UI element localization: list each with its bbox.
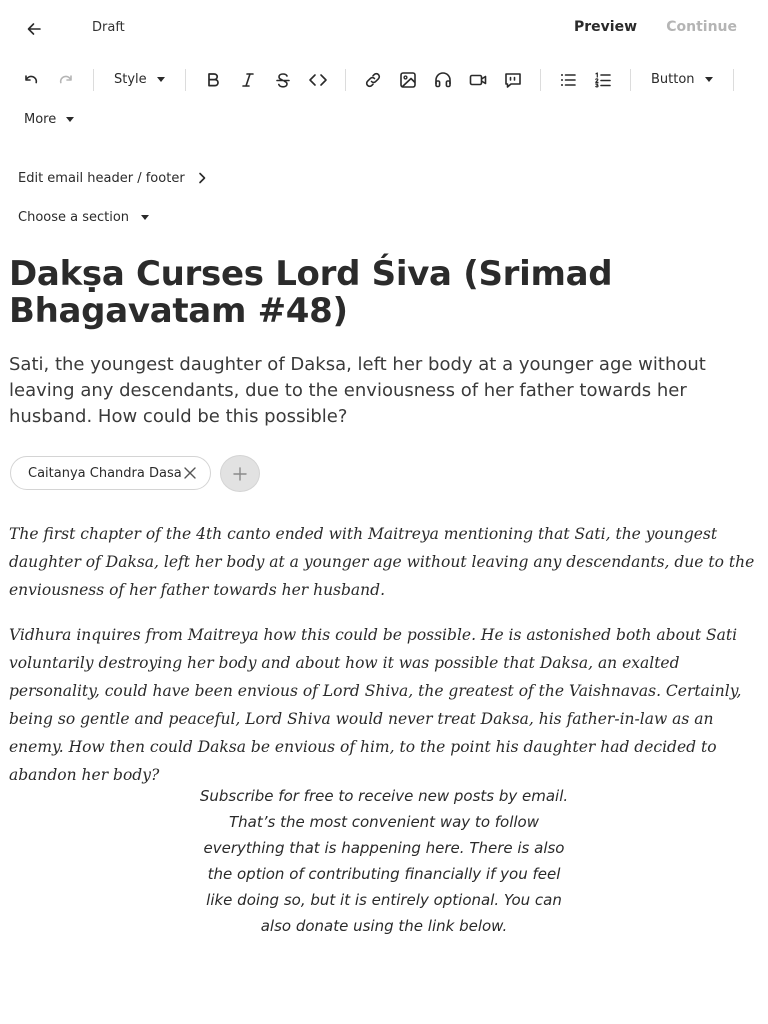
quote-bubble-icon [503,70,523,90]
more-dropdown[interactable] [24,112,74,127]
toolbar-divider [345,69,346,91]
body-paragraph[interactable]: Vidhura inquires from Maitreya how this could be possible. He is astonished both about Sati voluntarily destroying her body and about how it was possible that Daksa, an exalted personality, could have been envious of Lord Shiva, the greatest of the Vaishnavas. Certainly, being so gentle and peaceful, Lord Shiva would never treat Daksa, his father-in-law as an enemy. How then could Daksa be envious of him, to the point his daughter had decided to abandon her body? [9,626,742,784]
strikethrough-icon [274,71,292,89]
edit-email-header-footer-label: Edit email header / footer [18,170,185,186]
arrow-left-icon [26,21,42,37]
close-icon [182,465,198,481]
video-button[interactable] [466,68,490,92]
toolbar-divider [185,69,186,91]
top-bar [0,0,768,58]
chevron-right-icon [194,170,210,186]
video-icon [468,70,488,90]
redo-icon [57,71,75,89]
pull-quote-button[interactable] [501,68,525,92]
redo-button[interactable] [54,68,78,92]
button-dropdown-label: Button [651,72,695,87]
caret-down-icon [705,77,713,82]
author-chip [10,456,211,490]
toolbar-divider [540,69,541,91]
choose-section-dropdown[interactable] [18,210,149,225]
author-name: Caitanya Chandra Dasa [28,465,182,481]
link-icon [363,70,383,90]
bulleted-list-icon [558,70,578,90]
strikethrough-button[interactable] [271,68,295,92]
back-button[interactable] [22,17,46,41]
undo-icon [22,71,40,89]
body-paragraph[interactable]: The first chapter of the 4th canto ended with Maitreya mentioning that Sati, the youngest daughter of Daksa, left her body at a younger age without leaving any descendants, due to the enviousness of her father towards her husband. [9,525,755,599]
button-dropdown[interactable] [651,72,713,87]
code-icon [308,71,328,89]
style-dropdown-label: Style [114,72,147,87]
edit-email-header-footer-link[interactable] [18,170,210,186]
image-icon [398,70,418,90]
code-button[interactable] [306,68,330,92]
subscribe-message[interactable]: Subscribe for free to receive new posts by email. That’s the most convenient way to follow everything that is happening here. There is also the option of contributing financially if you feel like doing so, but it is entirely optional. You can also donate using the link below. [199,787,569,935]
audio-button[interactable] [431,68,455,92]
caret-down-icon [141,215,149,220]
link-button[interactable] [361,68,385,92]
draft-status-label: Draft [92,20,125,35]
bulleted-list-button[interactable] [556,68,580,92]
bold-button[interactable] [201,68,225,92]
more-dropdown-label: More [24,112,57,127]
post-subtitle[interactable]: Sati, the youngest daughter of Daksa, left her body at a younger age without leaving any descendants, due to the enviousness of her father towards her husband. How could be this possible? [9,354,706,427]
numbered-list-button[interactable] [591,68,615,92]
formatting-toolbar [0,60,768,100]
post-title[interactable]: Dakṣa Curses Lord Śiva (Srimad Bhagavatam #48) [9,254,613,331]
toolbar-divider [630,69,631,91]
toolbar-divider [733,69,734,91]
image-button[interactable] [396,68,420,92]
headphones-icon [433,70,453,90]
add-author-button[interactable] [220,455,260,492]
plus-icon [232,466,248,482]
caret-down-icon [66,117,74,122]
continue-button[interactable]: Continue [666,19,737,35]
bold-icon [204,71,222,89]
caret-down-icon [157,77,165,82]
style-dropdown[interactable] [114,72,165,87]
italic-icon [239,71,257,89]
preview-button[interactable]: Preview [573,19,637,35]
remove-author-button[interactable] [182,465,198,481]
toolbar-divider [93,69,94,91]
choose-section-label: Choose a section [18,210,130,225]
italic-button[interactable] [236,68,260,92]
numbered-list-icon [593,70,613,90]
undo-button[interactable] [19,68,43,92]
